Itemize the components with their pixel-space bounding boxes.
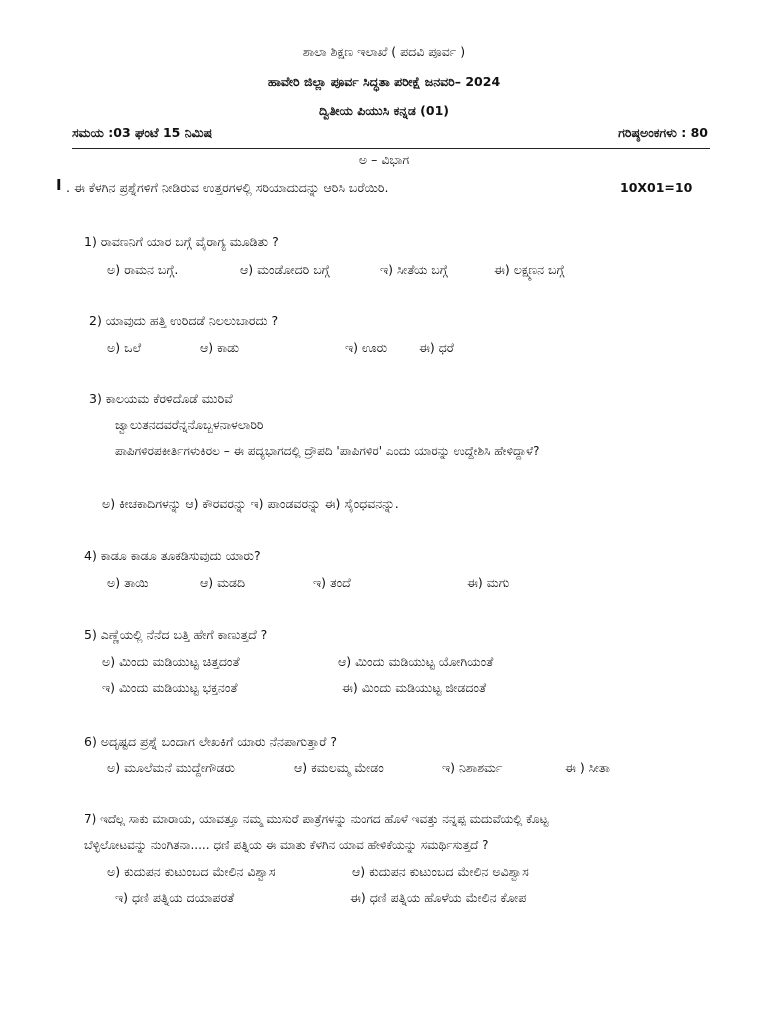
option-d: ಈ) ಲಕ್ಷ್ಮಣನ ಬಗ್ಗೆ bbox=[494, 262, 565, 277]
exam-duration: ಸಮಯ :03 ಘಂಟೆ 15 ನಿಮಿಷ bbox=[72, 125, 213, 140]
option-a: ಅ) ತಾಯಿ bbox=[107, 575, 149, 590]
question-text: 1) ರಾವಣನಿಗೆ ಯಾರ ಬಗ್ಗೆ ವೈರಾಗ್ಯ ಮೂಡಿತು ? bbox=[84, 234, 279, 249]
question-text: 3) ಕಾಲಯಮ ಕೆರಳಿದೊಡೆ ಮುರಿವೆ bbox=[89, 391, 233, 406]
option-d: ಈ) ಧಣಿ ಪತ್ನಿಯ ಹೊಳೆಯ ಮೇಲಿನ ಕೋಪ bbox=[350, 890, 527, 905]
max-marks: ಗರಿಷ್ಠಅಂಕಗಳು : 80 bbox=[618, 125, 708, 140]
header-divider bbox=[72, 148, 710, 149]
question-text: 4) ಕಾಡೂ ಕಾಡೂ ತೂಕಡಿಸುವುದು ಯಾರು? bbox=[84, 548, 261, 563]
option-a: ಅ) ಮಿಂದು ಮಡಿಯುಟ್ಟ ಚಿತ್ತದಂತೆ bbox=[102, 654, 240, 669]
option-d: ಈ ) ಸೀತಾ bbox=[565, 760, 610, 775]
option-a: ಅ) ಮೂಲೆಮನೆ ಮುದ್ದೇಗೌಡರು bbox=[107, 760, 235, 775]
option-c: ಇ) ಮಿಂದು ಮಡಿಯುಟ್ಟ ಭಕ್ತನಂತೆ bbox=[102, 680, 238, 695]
option-b: ಆ) ಮಂಡೋದರಿ ಬಗ್ಗೆ bbox=[240, 262, 330, 277]
option-c: ಇ) ನಿಶಾಶರ್ಮ bbox=[442, 760, 503, 775]
option-c: ಇ) ಊರು bbox=[345, 340, 388, 355]
option-d: ಈ) ಧರೆ bbox=[419, 340, 454, 355]
verse-line: ಪಾಪಿಗಳಿರಪಕೀರ್ತಿಗಳುಕಿರಲ – ಈ ಪದ್ಯಭಾಗದಲ್ಲಿ ದ್ರೌಪದಿ 'ಪಾಪಿಗಳಿರ' ಎಂದು ಯಾರನ್ನು ಉದ್ದೇಶಿಸಿ ಹೇಳಿದ್ದಾಳೆ? bbox=[115, 444, 540, 458]
section-title: ಅ – ವಿಭಾಗ bbox=[358, 152, 410, 167]
option-c: ಇ) ಸೀತೆಯ ಬಗ್ಗೆ bbox=[380, 262, 448, 277]
option-b: ಆ) ಕಮಲಮ್ಮ ಮೇಡಂ bbox=[294, 760, 384, 775]
section-instruction: . ಈ ಕೆಳಗಿನ ಪ್ರಶ್ನೆಗಳಿಗೆ ನೀಡಿರುವ ಉತ್ತರಗಳಲ್ಲಿ ಸರಿಯಾದುದನ್ನು ಆರಿಸಿ ಬರೆಯಿರಿ. bbox=[66, 180, 389, 195]
option-d: ಈ) ಮಗು bbox=[467, 575, 510, 590]
options-line: ಅ) ಕೀಚಕಾದಿಗಳನ್ನು ಆ) ಕೌರವರನ್ನು ಇ) ಪಾಂಡವರನ್ನು ಈ) ಸೈಂಧವನನ್ನು. bbox=[102, 496, 399, 511]
verse-line: ಜ್ವಾಲುತನದವರೆನ್ನನೊಬ್ಬಳನಾಳಲಾರಿರಿ bbox=[115, 417, 264, 432]
option-b: ಆ) ಕಾಡು bbox=[200, 340, 240, 355]
option-c: ಇ) ತಂದೆ bbox=[313, 575, 351, 590]
header-line-subject: ದ್ವಿತೀಯ ಪಿಯುಸಿ ಕನ್ನಡ (01) bbox=[318, 103, 450, 118]
question-text: 6) ಅದೃಷ್ಟದ ಪ್ರಶ್ನೆ ಬಂದಾಗ ಲೇಖಕಿಗೆ ಯಾರು ನೆನಪಾಗುತ್ತಾರೆ ? bbox=[84, 734, 337, 749]
question-text-continued: ಬೆಳ್ಳಿಲೋಟವನ್ನು ನುಂಗಿತನಾ..... ಧಣಿ ಪತ್ನಿಯ ಈ ಮಾತು ಕೆಳಗಿನ ಯಾವ ಹೇಳಿಕೆಯನ್ನು ಸಮರ್ಥಿಸುತ್ತದೆ ? bbox=[84, 838, 489, 852]
question-text: 5) ಎಣ್ಣೆಯಲ್ಲಿ ನೆನೆದ ಬತ್ತಿ ಹೇಗೆ ಕಾಣುತ್ತದೆ ? bbox=[84, 627, 268, 642]
option-a: ಅ) ಒಲೆ bbox=[107, 340, 142, 355]
option-d: ಈ) ಮಿಂದು ಮಡಿಯುಟ್ಟ ಜೀಡದಂತೆ bbox=[342, 680, 487, 695]
option-a: ಅ) ಕುದುಪನ ಕುಟುಂಬದ ಮೇಲಿನ ವಿಶ್ವಾಸ bbox=[107, 864, 276, 879]
option-b: ಆ) ಕುದುಪನ ಕುಟುಂಬದ ಮೇಲಿನ ಅವಿಶ್ವಾಸ bbox=[352, 864, 529, 879]
option-a: ಅ) ರಾಮನ ಬಗ್ಗೆ. bbox=[107, 262, 179, 277]
option-b: ಆ) ಮಿಂದು ಮಡಿಯುಟ್ಟ ಯೋಗಿಯಂತೆ bbox=[338, 654, 494, 669]
section-number: I bbox=[56, 176, 62, 194]
option-b: ಆ) ಮಡದಿ bbox=[200, 575, 246, 590]
question-text: 2) ಯಾವುದು ಹತ್ತಿ ಉರಿದಡೆ ನಿಲಲುಬಾರದು ? bbox=[89, 313, 279, 328]
header-line-department: ಶಾಲಾ ಶಿಕ್ಷಣ ಇಲಾಖೆ ( ಪದವಿ ಪೂರ್ವ ) bbox=[302, 44, 466, 59]
section-marks: 10X01=10 bbox=[620, 180, 693, 195]
question-text: 7) ಇದೆಲ್ಲ ಸಾಕು ಮಾರಾಯ, ಯಾವತ್ತೂ ನಮ್ಮ ಮುಸುರೆ ಪಾತ್ರೆಗಳನ್ನು ನುಂಗದ ಹೊಳೆ ಇವತ್ತು ನನ್ನಪ್ಪ ಮದುವೆಯಲ್ಲಿ ಕೊಟ್ಟ bbox=[84, 812, 549, 826]
header-line-exam: ಹಾವೇರಿ ಜಿಲ್ಲಾ ಪೂರ್ವ ಸಿದ್ಧತಾ ಪರೀಕ್ಷೆ ಜನವರಿ– 2024 bbox=[267, 74, 501, 89]
option-c: ಇ) ಧಣಿ ಪತ್ನಿಯ ದಯಾಪರತೆ bbox=[115, 890, 235, 905]
